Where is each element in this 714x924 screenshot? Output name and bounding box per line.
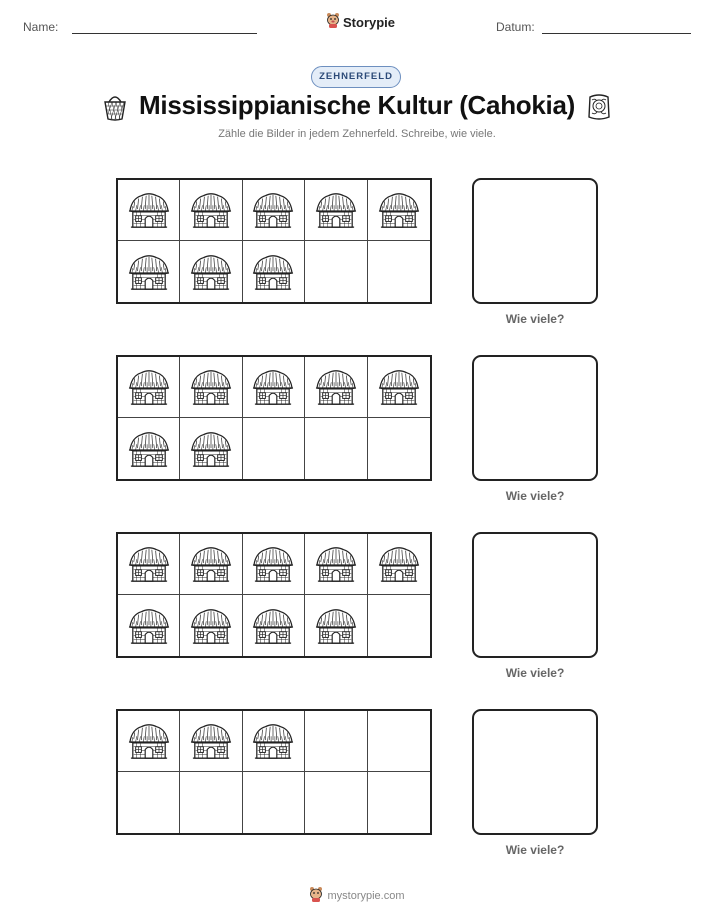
- date-label: Datum:: [496, 20, 535, 34]
- ten-frame: [116, 355, 432, 481]
- answer-box[interactable]: [472, 178, 598, 304]
- ten-frame-cell: [118, 711, 180, 772]
- name-line[interactable]: [72, 33, 257, 34]
- name-label: Name:: [23, 20, 59, 34]
- ten-frame-cell: [118, 241, 180, 302]
- thatched-hut-icon: [250, 252, 296, 292]
- ten-frame-cell: [243, 772, 305, 833]
- thatched-hut-icon: [188, 367, 234, 407]
- ten-frame-cell: [305, 595, 367, 656]
- ten-frame-cell: [368, 241, 430, 302]
- thatched-hut-icon: [188, 544, 234, 584]
- thatched-hut-icon: [126, 252, 172, 292]
- ten-frame-cell: [243, 418, 305, 479]
- ten-frame-cell: [180, 418, 242, 479]
- ten-frame-cell: [118, 772, 180, 833]
- ten-frame-cell: [243, 180, 305, 241]
- ten-frame-cell: [368, 418, 430, 479]
- ten-frame-cell: [180, 772, 242, 833]
- thatched-hut-icon: [126, 544, 172, 584]
- footer: [0, 886, 714, 905]
- count-prompt: Wie viele?: [505, 312, 565, 326]
- ten-frame-cell: [368, 180, 430, 241]
- ten-frame-cell: [305, 772, 367, 833]
- ten-frame-cell: [118, 534, 180, 595]
- thatched-hut-icon: [188, 721, 234, 761]
- brand-name: Storypie: [343, 15, 396, 30]
- ten-frame-cell: [305, 711, 367, 772]
- page-title: Mississippianische Kultur (Cahokia): [139, 90, 575, 120]
- thatched-hut-icon: [188, 606, 234, 646]
- ten-frame: [116, 532, 432, 658]
- ten-frame-cell: [118, 357, 180, 418]
- ten-frame: [116, 709, 432, 835]
- answer-box[interactable]: [472, 709, 598, 835]
- ten-frame-cell: [368, 534, 430, 595]
- ten-frame-cell: [305, 418, 367, 479]
- thatched-hut-icon: [313, 606, 359, 646]
- footer-url: mystorypie.com: [327, 889, 405, 902]
- thatched-hut-icon: [188, 429, 234, 469]
- thatched-hut-icon: [250, 190, 296, 230]
- ten-frame-cell: [368, 711, 430, 772]
- answer-box[interactable]: [472, 355, 598, 481]
- ten-frame-cell: [305, 534, 367, 595]
- ten-frame-cell: [243, 357, 305, 418]
- thatched-hut-icon: [313, 367, 359, 407]
- count-prompt: Wie viele?: [505, 489, 565, 503]
- instructions: Zähle die Bilder in jedem Zehnerfeld. Schreibe, wie viele.: [218, 128, 496, 140]
- ten-frame-cell: [180, 711, 242, 772]
- ten-frame-cell: [243, 534, 305, 595]
- thatched-hut-icon: [126, 190, 172, 230]
- date-line[interactable]: [542, 33, 691, 34]
- ten-frame-cell: [118, 595, 180, 656]
- ten-frame-cell: [118, 180, 180, 241]
- thatched-hut-icon: [376, 190, 422, 230]
- count-prompt: Wie viele?: [505, 843, 565, 857]
- worksheet-type-badge: ZEHNERFELD: [311, 66, 401, 88]
- ten-frame-cell: [305, 180, 367, 241]
- ten-frame-cell: [180, 180, 242, 241]
- ten-frame-cell: [243, 241, 305, 302]
- answer-box[interactable]: [472, 532, 598, 658]
- thatched-hut-icon: [126, 429, 172, 469]
- ten-frame-cell: [180, 241, 242, 302]
- ten-frame-cell: [305, 241, 367, 302]
- ten-frame-cell: [243, 595, 305, 656]
- ten-frame-cell: [180, 595, 242, 656]
- mascot-icon: [326, 12, 340, 33]
- thatched-hut-icon: [376, 367, 422, 407]
- thatched-hut-icon: [126, 367, 172, 407]
- count-prompt: Wie viele?: [505, 666, 565, 680]
- ten-frame-cell: [118, 418, 180, 479]
- mascot-icon: [309, 886, 323, 905]
- ten-frame-cell: [368, 357, 430, 418]
- thatched-hut-icon: [376, 544, 422, 584]
- thatched-hut-icon: [126, 606, 172, 646]
- thatched-hut-icon: [313, 544, 359, 584]
- thatched-hut-icon: [250, 721, 296, 761]
- ten-frame: [116, 178, 432, 304]
- ten-frame-cell: [368, 772, 430, 833]
- carved-stone-icon: [586, 92, 612, 127]
- ten-frame-cell: [180, 357, 242, 418]
- thatched-hut-icon: [188, 190, 234, 230]
- thatched-hut-icon: [313, 190, 359, 230]
- thatched-hut-icon: [250, 367, 296, 407]
- ten-frame-cell: [368, 595, 430, 656]
- ten-frame-cell: [305, 357, 367, 418]
- thatched-hut-icon: [126, 721, 172, 761]
- thatched-hut-icon: [250, 606, 296, 646]
- thatched-hut-icon: [188, 252, 234, 292]
- thatched-hut-icon: [250, 544, 296, 584]
- ten-frame-cell: [243, 711, 305, 772]
- brand-logo: [326, 12, 395, 33]
- ten-frame-cell: [180, 534, 242, 595]
